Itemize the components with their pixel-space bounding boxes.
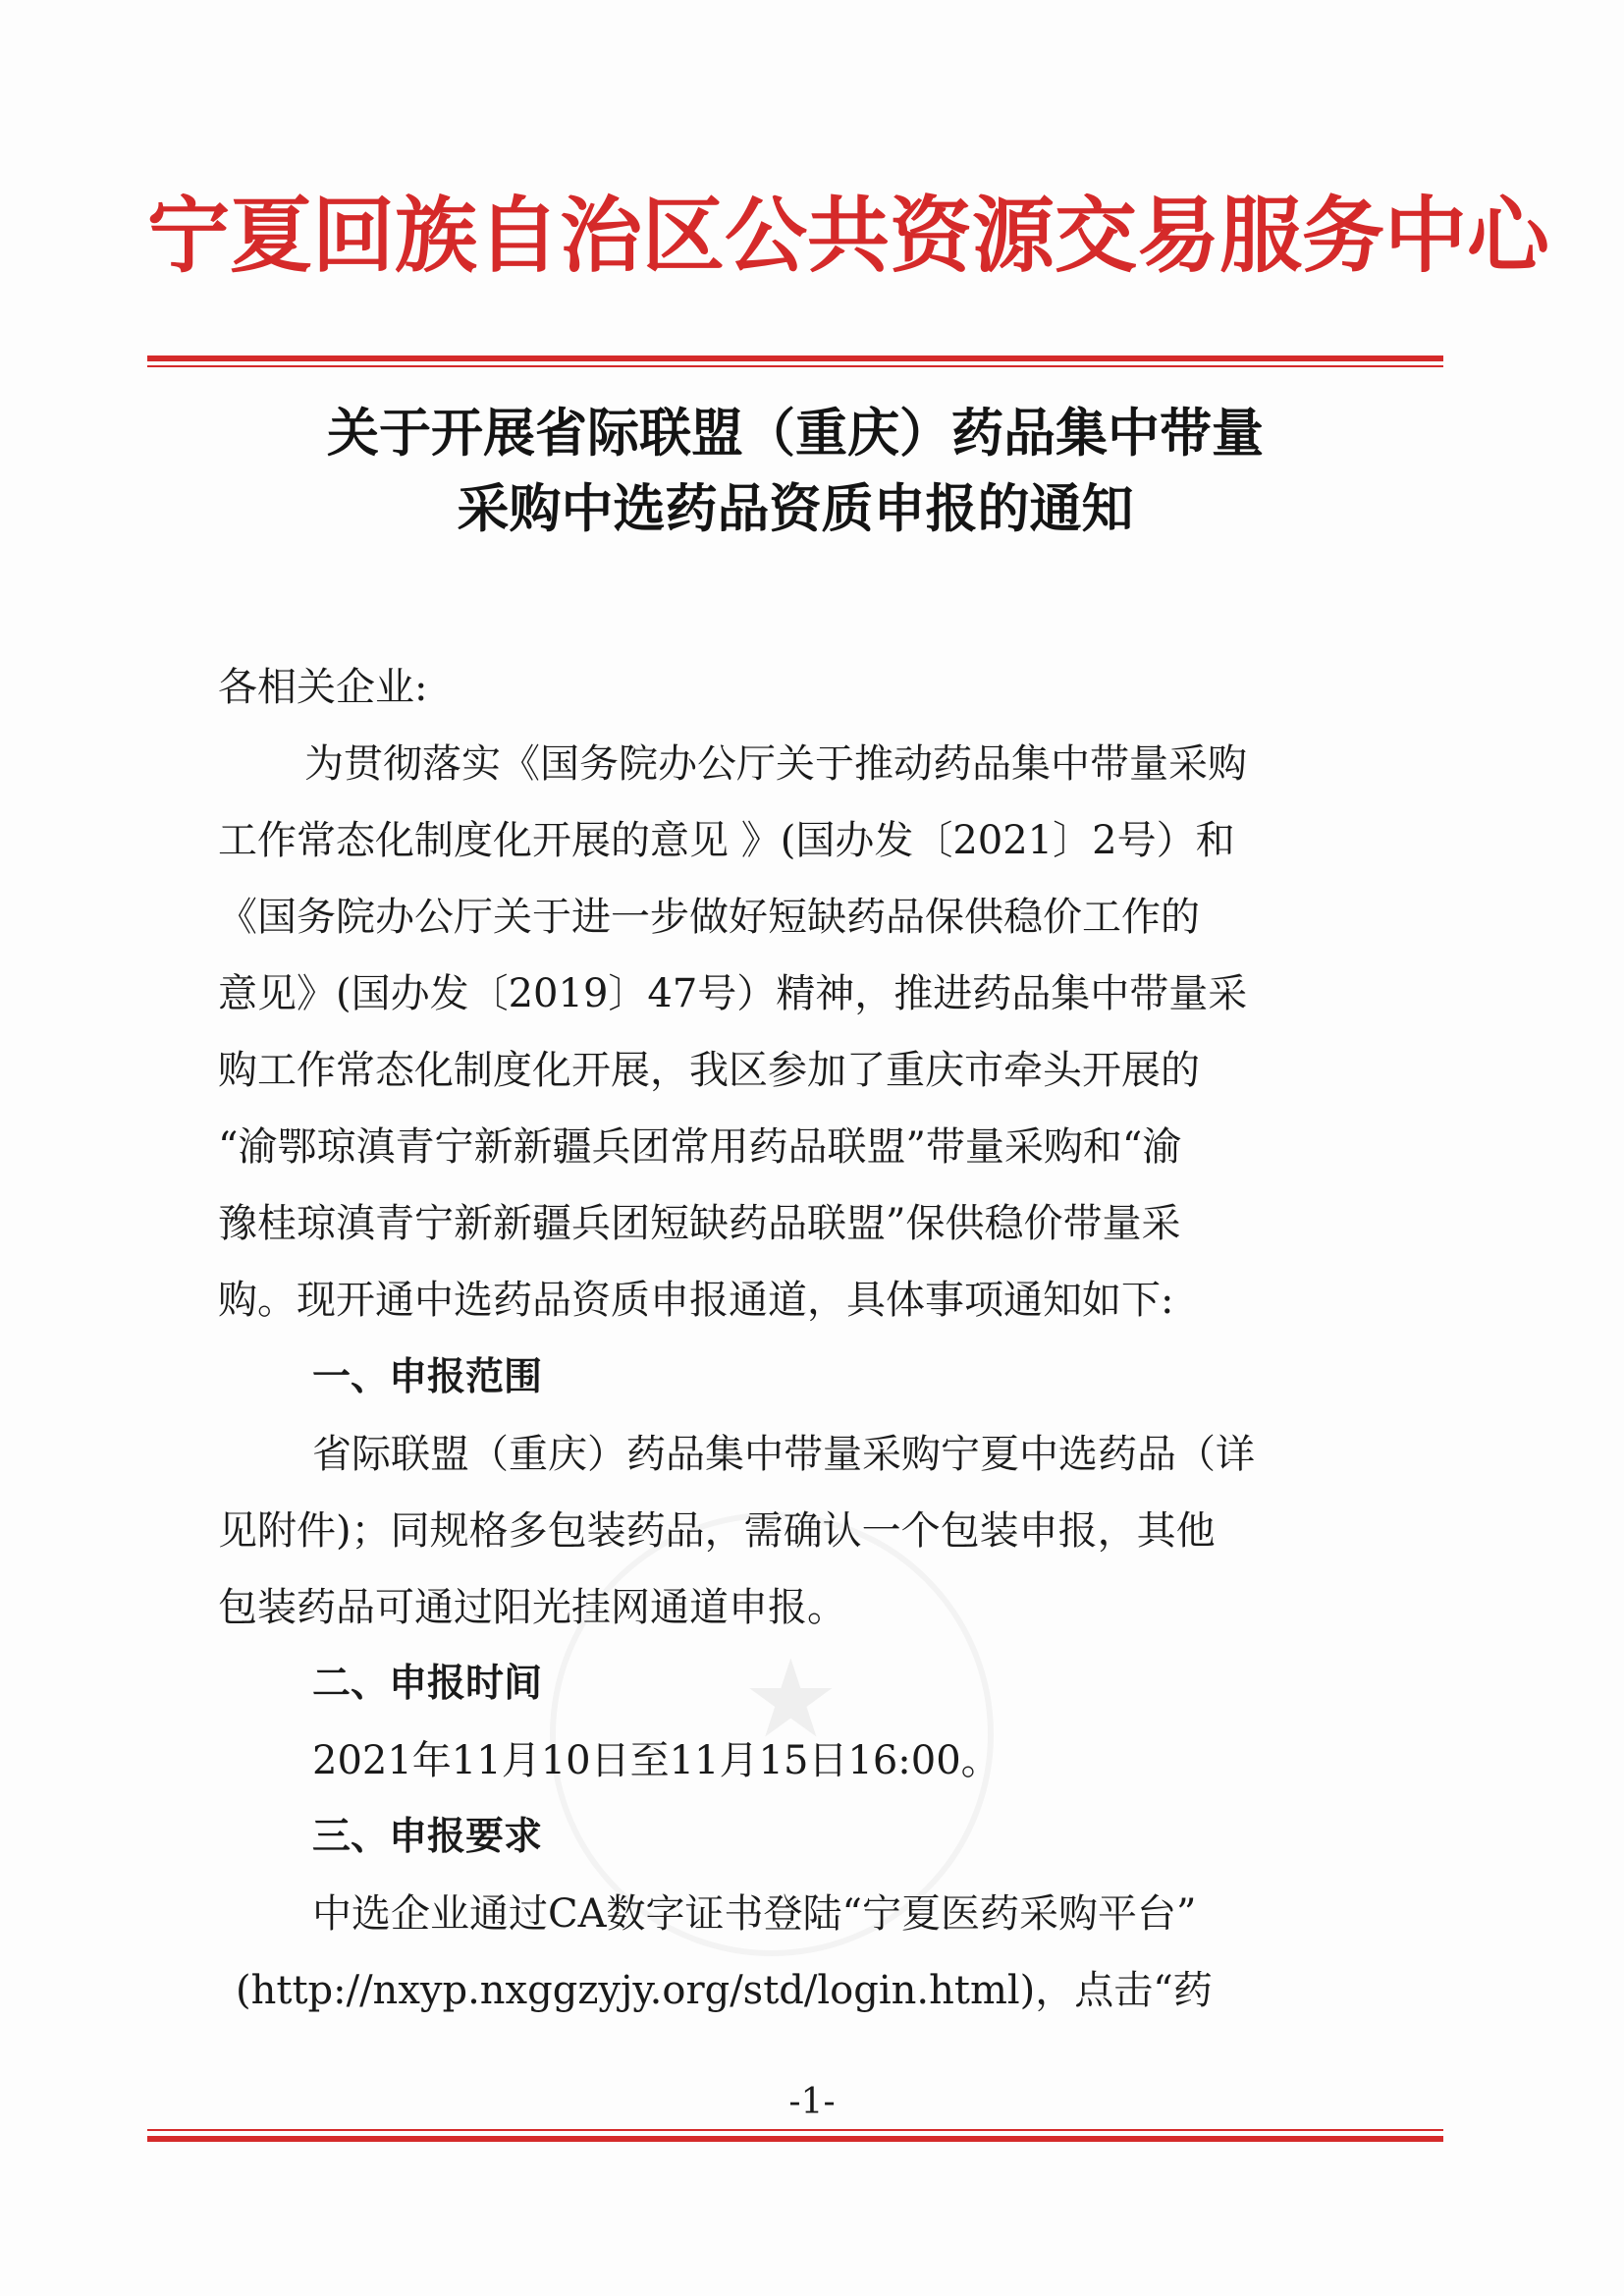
section-line: (http://nxyp.nxggzyjy.org/std/login.html)，点击“药 bbox=[236, 1968, 1213, 2013]
intro-line: “渝鄂琼滇青宁新新疆兵团常用药品联盟”带量采购和“渝 bbox=[218, 1124, 1182, 1170]
footer-red-rule bbox=[147, 2136, 1443, 2142]
intro-line: 《国务院办公厅关于进一步做好短缺药品保供稳价工作的 bbox=[218, 895, 1200, 940]
section-heading-scope: 一、申报范围 bbox=[312, 1355, 543, 1399]
salutation: 各相关企业: bbox=[218, 665, 428, 710]
agency-header: 宁夏回族自治区公共资源交易服务中心 bbox=[147, 187, 1550, 284]
section-line: 省际联盟（重庆）药品集中带量采购宁夏中选药品（详 bbox=[312, 1432, 1255, 1477]
intro-line: 购工作常态化制度化开展，我区参加了重庆市牵头开展的 bbox=[218, 1048, 1200, 1093]
header-red-rule-thin bbox=[147, 365, 1443, 367]
footer-red-rule-thin bbox=[147, 2129, 1443, 2131]
intro-line: 意见》(国办发〔2019〕47号）精神，推进药品集中带量采 bbox=[218, 971, 1248, 1016]
intro-line: 豫桂琼滇青宁新新疆兵团短缺药品联盟”保供稳价带量采 bbox=[218, 1201, 1181, 1246]
document-title-line-2: 采购中选药品资质申报的通知 bbox=[457, 478, 1134, 539]
page-number: -1- bbox=[788, 2082, 836, 2122]
document-title-line-1: 关于开展省际联盟（重庆）药品集中带量 bbox=[327, 403, 1264, 464]
section-line: 中选企业通过CA数字证书登陆“宁夏医药采购平台” bbox=[312, 1891, 1197, 1937]
intro-line: 工作常态化制度化开展的意见 》(国办发〔2021〕2号）和 bbox=[218, 818, 1235, 863]
faded-seal-stamp bbox=[550, 1512, 994, 1956]
star-icon: ★ bbox=[742, 1636, 839, 1762]
section-line: 见附件)；同规格多包装药品，需确认一个包装申报，其他 bbox=[218, 1508, 1216, 1554]
intro-line: 为贯彻落实《国务院办公厅关于推动药品集中带量采购 bbox=[304, 741, 1247, 787]
section-heading-time: 二、申报时间 bbox=[312, 1662, 543, 1706]
intro-line: 购。现开通中选药品资质申报通道，具体事项通知如下: bbox=[218, 1278, 1174, 1323]
header-red-rule bbox=[147, 355, 1443, 361]
section-heading-requirements: 三、申报要求 bbox=[312, 1815, 543, 1859]
section-line: 包装药品可通过阳光挂网通道申报。 bbox=[218, 1585, 846, 1630]
section-line: 2021年11月10日至11月15日16:00。 bbox=[312, 1738, 1001, 1783]
